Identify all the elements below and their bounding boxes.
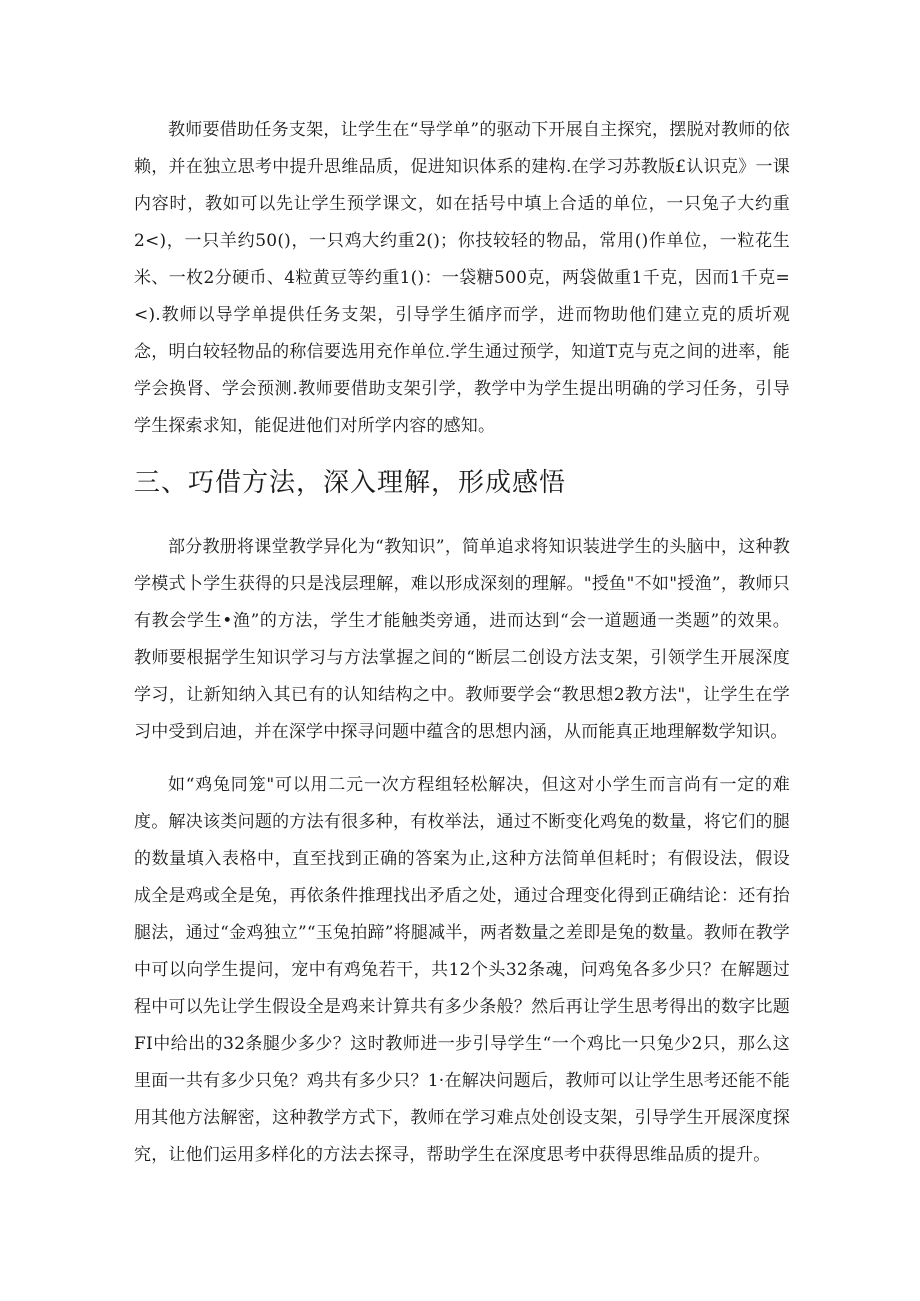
paragraph-method-scaffold: 部分教册将课堂教学异化为“教知识”，简单追求将知识装进学生的头脑中，这种教学模式卜学生获得的只是浅层理解，难以形成深刻的理解。"授鱼"不如"授渔”，教师只有教会学生•渔”的方法，学生才能触类旁通，进而达到“会一道题通一类题”的效果。教师要根据学生知识学习与方法掌握之间的“断层二创设方法支架，引领学生开展深度学习，让新知纳入其已有的认知结构之中。教师要学会“教思想2教方法"，让学生在学习中受到启迪，并在深学中探寻问题中蕴含的思想内涵，从而能真正地理解数学知识。 [134, 537, 790, 742]
paragraph-chicken-rabbit-example: 如“鸡兔同笼"可以用二元一次方程组轻松解决，但这对小学生而言尚有一定的难度。解决该类问题的方法有很多种，有枚举法，通过不断变化鸡兔的数量，将它们的腿的数量填入表格中，直至找到正确的答案为止,这种方法简单但耗时；有假设法，假设成全是鸡或全是兔，再依条件推理找出矛盾之处，通过合理变化得到正确结论：还有抬腿法，通过“金鸡独立”“玉兔拍蹄”将腿减半，两者数量之差即是兔的数量。教师在教学中可以向学生提问，宠中有鸡兔若干，共12个头32条魂，问鸡兔各多少只？在解题过程中可以先让学生假设全是鸡来计算共有多少条般？然后再让学生思考得出的数字比题FI中给出的32条腿少多少？这时教师进一步引导学生“一个鸡比一只兔少2只，那么这里面一共有多少只兔？鸡共有多少只？1·在解决问题后，教师可以让学生思考还能不能用其他方法解密，这种教学方式下，教师在学习难点处创设支架，引导学生开展深度探究，让他们运用多样化的方法去探寻，帮助学生在深度思考中获得思维品质的提升。 [134, 775, 790, 1165]
document-page [134, 112, 790, 1174]
paragraph-task-scaffold: 教师要借助任务支架，让学生在“导学单”的驱动下开展自主探究，摆脱对教师的依赖，并在独立思考中提升思维品质，促进知识体系的建构.在学习苏教版£认识克》一课内容时，教如可以先让学生预学课文，如在括号中填上合适的单位，一只兔子大约重2<)，一只羊约50()，一只鸡大约重2()；你技较轻的物品，常用()作单位，一粒花生米、一枚2分硬币、4粒黄豆等约重1()：一袋糖500克，两袋做重1千克，因而1千克=<).教师以导学单提供任务支架，引导学生循序而学，进而物助他们建立克的质圻观念，明白较轻物品的称信要选用充作单位.学生通过预学，知道T克与克之间的进率，能学会换肾、学会预测.教师要借助支架引学，教学中为学生提出明确的学习任务，引导学生探索求知，能促进他们对所学内容的感知。 [134, 120, 790, 436]
section-heading-3: 三、巧借方法，深入理解，形成感悟 [134, 468, 567, 498]
